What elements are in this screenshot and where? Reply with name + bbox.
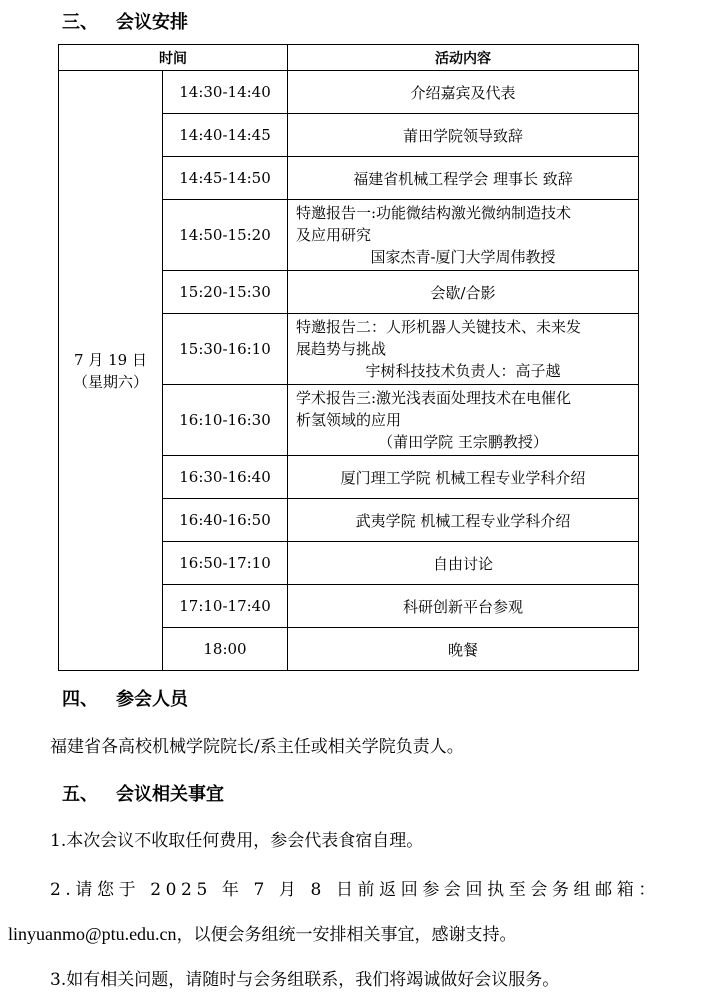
activity-line: （莆田学院 王宗鹏教授） (378, 433, 548, 451)
section-3-number: 三、 (62, 12, 98, 33)
section-3-heading (62, 8, 188, 34)
time-cell: 17:10-17:40 (163, 585, 288, 628)
section-4-number: 四、 (62, 689, 98, 710)
activity-line: 展趋势与挑战 (296, 340, 387, 358)
section-5-item-2: 2.请您于 2025 年 7 月 8 日前返回参会回执至会务组邮箱： (50, 880, 660, 900)
activity-cell: 晚餐 (288, 628, 639, 671)
activity-cell: 科研创新平台参观 (288, 585, 639, 628)
activity-line: 国家杰青-厦门大学周伟教授 (370, 248, 556, 266)
weekday-label: （星期六） (72, 372, 148, 391)
time-cell: 18:00 (163, 628, 288, 671)
time-cell: 14:45-14:50 (163, 157, 288, 200)
activity-cell: 自由讨论 (288, 542, 639, 585)
activity-cell: 介绍嘉宾及代表 (288, 71, 639, 114)
activity-cell (288, 314, 639, 385)
section-4-heading (62, 685, 188, 711)
activity-cell: 莆田学院领导致辞 (288, 114, 639, 157)
section-5-number: 五、 (62, 784, 98, 805)
activity-cell (288, 385, 639, 456)
time-cell: 16:40-16:50 (163, 499, 288, 542)
date-cell (59, 71, 163, 671)
section-3-title: 会议安排 (116, 12, 188, 33)
time-cell: 14:50-15:20 (163, 200, 288, 271)
time-cell: 14:30-14:40 (163, 71, 288, 114)
contact-email-link[interactable]: linyuanmo@ptu.edu.cn (8, 924, 177, 944)
section-5-item-1: 1.本次会议不收取任何费用，参会代表食宿自理。 (50, 831, 424, 851)
schedule-row (59, 71, 639, 114)
activity-cell (288, 200, 639, 271)
activity-line: 特邀报告二：人形机器人关键技术、未来发 (296, 318, 582, 336)
schedule-header-row (59, 45, 639, 71)
schedule-table (58, 44, 639, 671)
time-cell: 16:10-16:30 (163, 385, 288, 456)
section-4-title: 参会人员 (116, 689, 188, 710)
activity-line: 及应用研究 (296, 226, 372, 244)
activity-line: 宇树科技技术负责人：高子越 (365, 362, 561, 380)
section-4-body: 福建省各高校机械学院院长/系主任或相关学院负责人。 (50, 737, 464, 757)
activity-line: 学术报告三:激光浅表面处理技术在电催化 (296, 389, 572, 407)
time-cell: 15:20-15:30 (163, 271, 288, 314)
section-5-item-2-continued (8, 920, 517, 945)
activity-cell: 福建省机械工程学会 理事长 致辞 (288, 157, 639, 200)
time-cell: 14:40-14:45 (163, 114, 288, 157)
time-cell: 15:30-16:10 (163, 314, 288, 385)
section-5-item-2-tail: ，以便会务组统一安排相关事宜，感谢支持。 (176, 925, 517, 945)
activity-cell: 武夷学院 机械工程专业学科介绍 (288, 499, 639, 542)
activity-line: 析氢领域的应用 (296, 411, 402, 429)
date-label: 7 月 19 日 (74, 350, 147, 369)
time-cell: 16:30-16:40 (163, 456, 288, 499)
section-5-item-3: 3.如有相关问题，请随时与会务组联系，我们将竭诚做好会议服务。 (50, 970, 560, 990)
activity-cell: 厦门理工学院 机械工程专业学科介绍 (288, 456, 639, 499)
activity-cell: 会歇/合影 (288, 271, 639, 314)
col-header-time: 时间 (59, 45, 288, 71)
section-5-title: 会议相关事宜 (116, 784, 224, 805)
col-header-activity: 活动内容 (288, 45, 639, 71)
section-5-heading (62, 780, 224, 806)
activity-line: 特邀报告一:功能微结构激光微纳制造技术 (296, 204, 572, 222)
time-cell: 16:50-17:10 (163, 542, 288, 585)
